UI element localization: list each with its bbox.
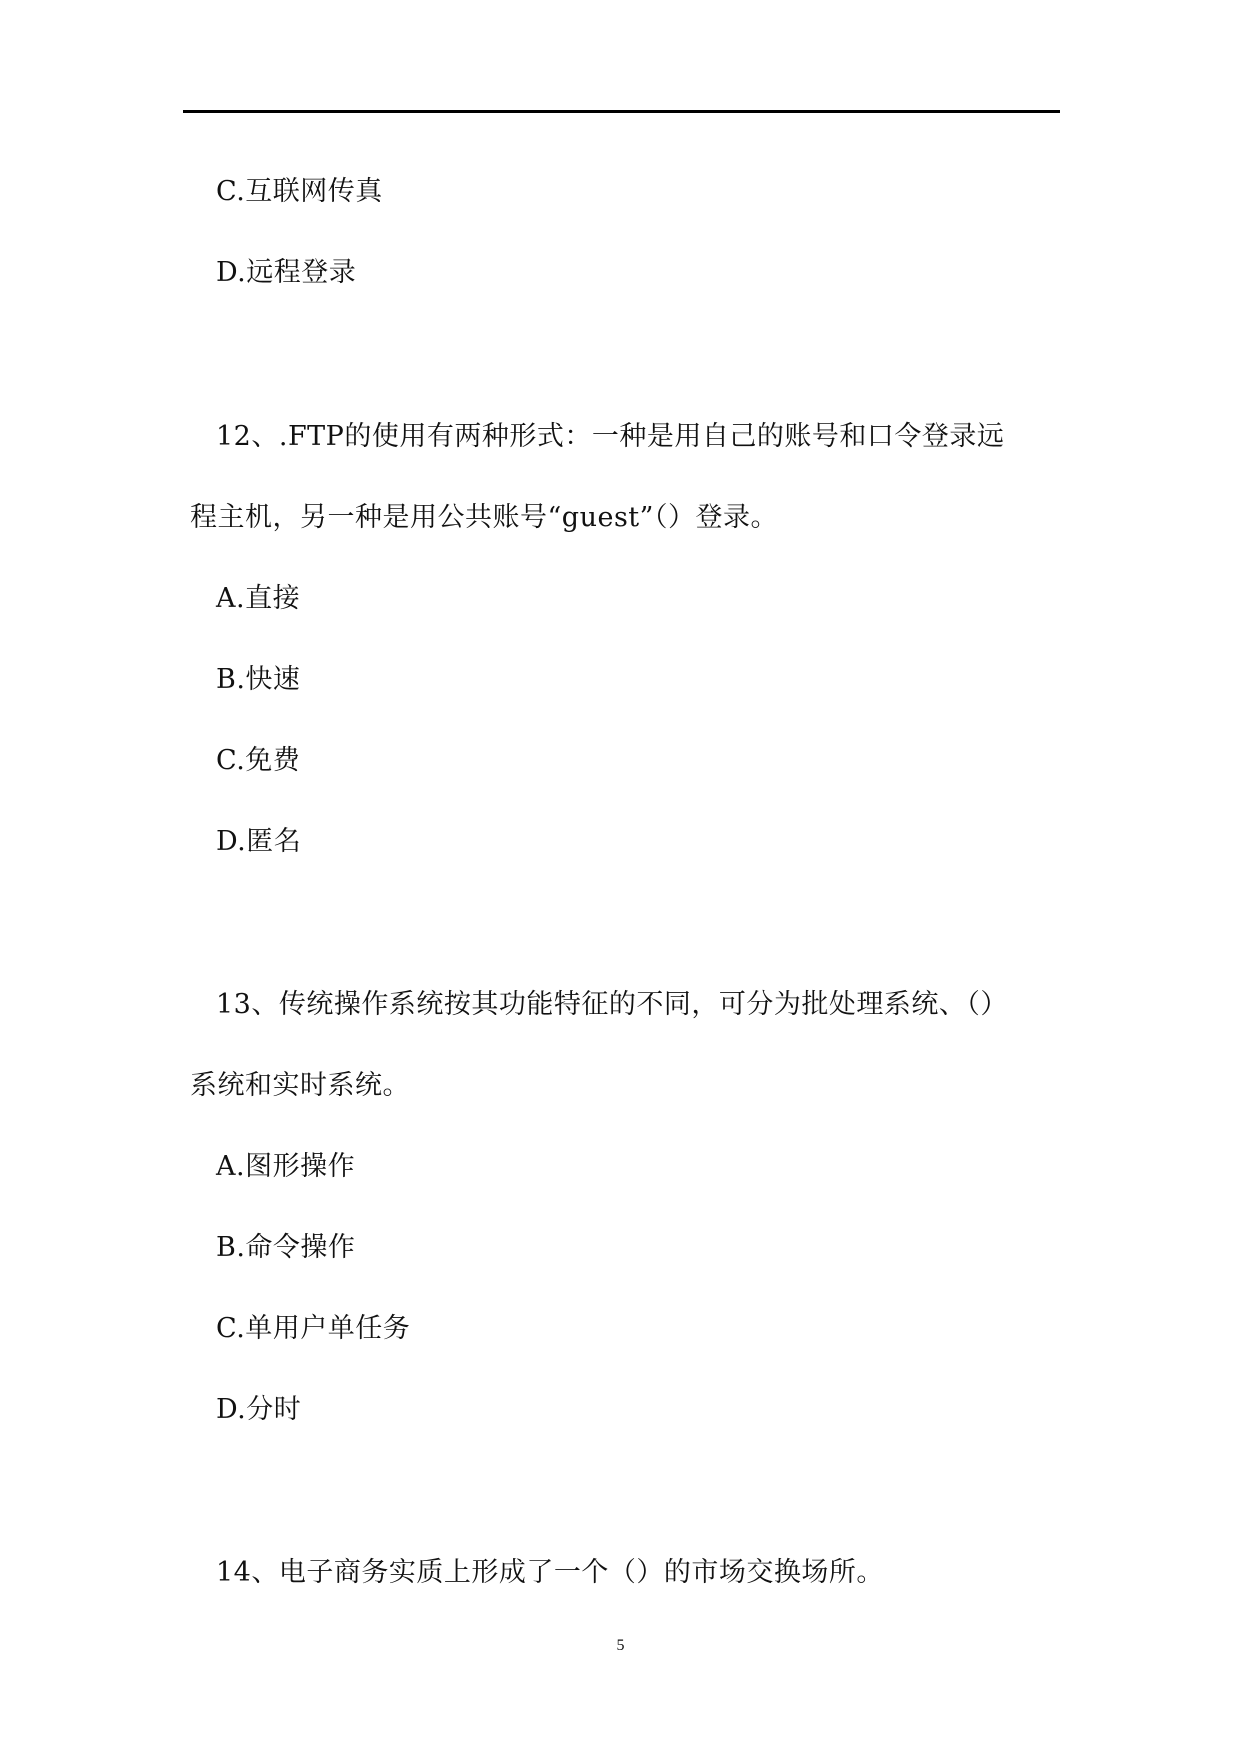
- question-13-option-c: C.单用户单任务: [216, 1313, 411, 1344]
- question-13-option-b: B.命令操作: [216, 1232, 356, 1263]
- question-14-line-1: 14、电子商务实质上形成了一个（）的市场交换场所。: [216, 1557, 884, 1588]
- question-12-line-2: 程主机，另一种是用公共账号“guest”（）登录。: [190, 502, 778, 533]
- question-12-option-a: A.直接: [216, 583, 301, 614]
- question-12-option-b: B.快速: [216, 664, 301, 695]
- question-13-option-d: D.分时: [216, 1394, 302, 1425]
- option-c-carryover: C.互联网传真: [216, 176, 383, 207]
- question-12-option-d: D.匿名: [216, 826, 302, 857]
- question-12-line-1: 12、.FTP的使用有两种形式：一种是用自己的账号和口令登录远: [216, 421, 1005, 452]
- option-d-carryover: D.远程登录: [216, 257, 357, 288]
- question-13-option-a: A.图形操作: [216, 1151, 356, 1182]
- page-number: 5: [616, 1637, 625, 1654]
- question-13-line-2: 系统和实时系统。: [190, 1070, 410, 1101]
- header-rule: [183, 110, 1060, 113]
- question-13-line-1: 13、传统操作系统按其功能特征的不同，可分为批处理系统、（）: [216, 989, 1008, 1020]
- question-12-option-c: C.免费: [216, 745, 301, 776]
